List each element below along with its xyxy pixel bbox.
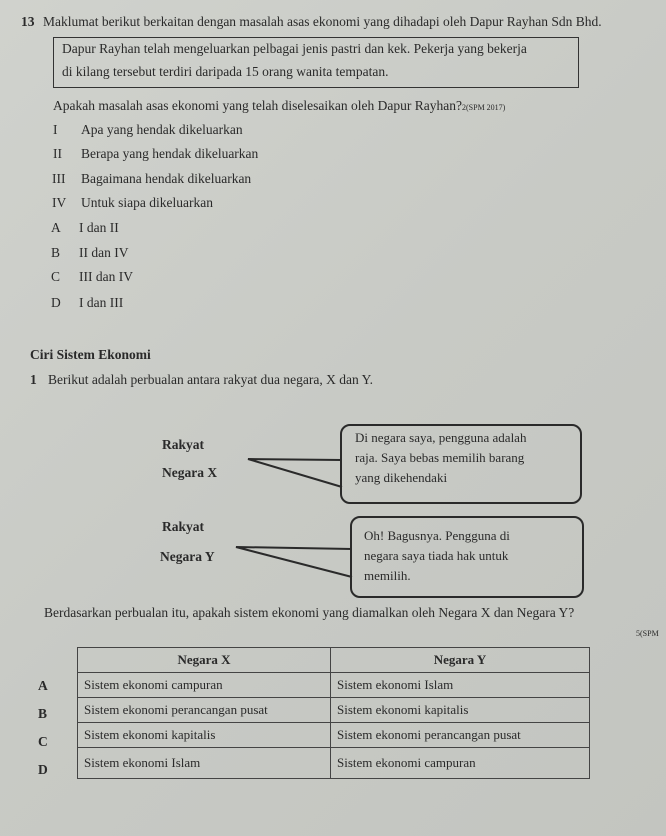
cell-x: Sistem ekonomi campuran	[78, 673, 331, 698]
question-prompt: Berdasarkan perbualan itu, apakah sistem ekonomi yang diamalkan oleh Negara X dan Negara Y?	[44, 605, 575, 620]
header-negara-x: Negara X	[78, 648, 331, 673]
question-stem: Berikut adalah perbualan antara rakyat dua negara, X dan Y.	[48, 372, 373, 387]
answer-table	[77, 647, 590, 779]
speaker-label: Rakyat	[162, 437, 205, 452]
header-negara-y: Negara Y	[331, 648, 590, 673]
info-line: di kilang tersebut terdiri daripada 15 orang wanita tempatan.	[62, 64, 389, 79]
option-letter: B	[38, 706, 48, 721]
option-letter: C	[38, 734, 48, 749]
cell-y: Sistem ekonomi campuran	[331, 748, 590, 779]
cell-x: Sistem ekonomi Islam	[78, 748, 331, 779]
option-letter: D	[51, 295, 61, 310]
speaker-label: Negara X	[162, 465, 218, 480]
option-letter: A	[38, 678, 48, 693]
speech-line: yang dikehendaki	[355, 470, 448, 485]
speech-line: memilih.	[364, 568, 411, 583]
cell-x: Sistem ekonomi kapitalis	[78, 723, 331, 748]
speaker-label: Negara Y	[160, 549, 215, 564]
option-text: III dan IV	[79, 269, 133, 284]
table-row	[78, 748, 590, 779]
source-ref: 2(SPM 2017)	[462, 103, 506, 112]
option-text: II dan IV	[79, 245, 129, 260]
speaker-label: Rakyat	[162, 519, 205, 534]
speech-line: negara saya tiada hak untuk	[364, 548, 509, 563]
option-letter: C	[51, 269, 61, 284]
statement-num: IV	[52, 195, 67, 210]
option-letter: A	[51, 220, 61, 235]
question-prompt: Apakah masalah asas ekonomi yang telah diselesaikan oleh Dapur Rayhan?	[53, 98, 462, 113]
statement-text: Berapa yang hendak dikeluarkan	[81, 146, 259, 161]
cell-y: Sistem ekonomi kapitalis	[331, 698, 590, 723]
source-ref: 5(SPM	[636, 629, 659, 638]
statement-num: III	[52, 171, 66, 186]
cell-x: Sistem ekonomi perancangan pusat	[78, 698, 331, 723]
table-row	[78, 673, 590, 698]
section-title: Ciri Sistem Ekonomi	[30, 347, 151, 362]
question-number: 13	[21, 14, 35, 29]
cell-y: Sistem ekonomi Islam	[331, 673, 590, 698]
question-number: 1	[30, 372, 37, 387]
table-row	[78, 698, 590, 723]
option-letter: B	[51, 245, 61, 260]
option-text: I dan II	[79, 220, 119, 235]
option-text: I dan III	[79, 295, 124, 310]
info-line: Dapur Rayhan telah mengeluarkan pelbagai jenis pastri dan kek. Pekerja yang bekerja	[62, 41, 527, 56]
statement-text: Bagaimana hendak dikeluarkan	[81, 171, 252, 186]
cell-y: Sistem ekonomi perancangan pusat	[331, 723, 590, 748]
statement-num: II	[53, 146, 62, 161]
speech-line: Oh! Bagusnya. Pengguna di	[364, 528, 510, 543]
table-row	[78, 723, 590, 748]
option-letter: D	[38, 762, 48, 777]
statement-text: Apa yang hendak dikeluarkan	[81, 122, 243, 137]
statement-num: I	[53, 122, 58, 137]
speech-line: Di negara saya, pengguna adalah	[355, 430, 527, 445]
speech-line: raja. Saya bebas memilih barang	[355, 450, 525, 465]
statement-text: Untuk siapa dikeluarkan	[81, 195, 213, 210]
question-stem: Maklumat berikut berkaitan dengan masalah asas ekonomi yang dihadapi oleh Dapur Rayhan Sdn Bhd.	[43, 14, 602, 29]
table-header-row	[78, 648, 590, 673]
